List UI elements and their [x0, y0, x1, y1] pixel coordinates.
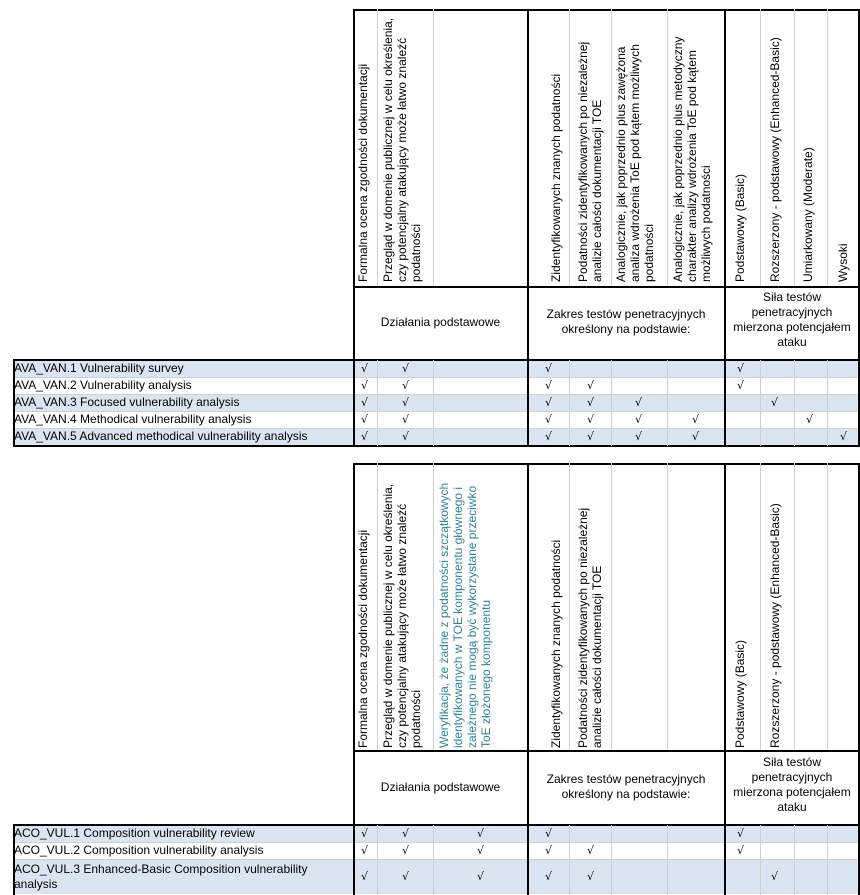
check-mark: √ — [361, 413, 369, 426]
check-mark: √ — [477, 844, 485, 857]
check-mark: √ — [545, 870, 553, 883]
check-mark: √ — [361, 844, 369, 857]
check-mark: √ — [545, 396, 553, 409]
check-mark: √ — [545, 827, 553, 840]
check-mark: √ — [545, 379, 553, 392]
t1-header-known-vuln: Zidentyfikowanych znanych podatności — [549, 73, 563, 282]
t2-group-attack-potential: Siła testów penetracyjnych mierzona potencjałem ataku — [733, 755, 851, 814]
t1-row-label: AVA_VAN.5 Advanced methodical vulnerability analysis — [14, 429, 308, 443]
t1-header-enhanced-basic: Rozszerzony - podstawowy (Enhanced-Basic) — [768, 37, 782, 282]
t2-header-enhanced-basic: Rozszerzony - podstawowy (Enhanced-Basic) — [768, 503, 782, 748]
t1-row-label: AVA_VAN.3 Focused vulnerability analysis — [14, 395, 240, 409]
check-mark: √ — [771, 396, 779, 409]
check-mark: √ — [402, 396, 410, 409]
check-mark: √ — [361, 362, 369, 375]
t2-header-independent: Podatności zidentyfikowanych po niezależnej analizie całości dokumentacji TOE — [576, 507, 604, 748]
check-mark: √ — [477, 827, 485, 840]
check-mark: √ — [635, 413, 643, 426]
check-mark: √ — [361, 396, 369, 409]
check-mark: √ — [587, 844, 595, 857]
t1-header-formal: Formalna ocena zgodności dokumentacji — [356, 63, 370, 282]
check-mark: √ — [361, 827, 369, 840]
check-mark: √ — [545, 413, 553, 426]
check-mark: √ — [587, 379, 595, 392]
check-mark: √ — [692, 413, 700, 426]
check-mark: √ — [587, 396, 595, 409]
check-mark: √ — [477, 870, 485, 883]
check-mark: √ — [692, 430, 700, 443]
t2-header-residual-verification: Weryfikacja, że żadne z podatności szczątkowych identyfikowanych w TOE komponentu głównego i zależnego nie mogą być wykorzystane przeciwko ToE złożonego komponentu — [437, 482, 493, 748]
t1-header-public-review: Przegląd w domenie publicznej w celu określenia, czy potencjalny atakujący może łatwo znaleźć podatności — [381, 17, 423, 282]
t2-group-basic-actions: Działania podstawowe — [380, 780, 501, 794]
check-mark: √ — [635, 396, 643, 409]
check-mark: √ — [806, 413, 814, 426]
t1-row-label: AVA_VAN.1 Vulnerability survey — [14, 361, 184, 375]
t1-header-high: Wysoki — [836, 243, 850, 282]
check-mark: √ — [587, 430, 595, 443]
check-mark: √ — [402, 844, 410, 857]
check-mark: √ — [402, 827, 410, 840]
t2-header-basic: Podstawowy (Basic) — [733, 639, 747, 748]
check-mark: √ — [361, 430, 369, 443]
t2-row-label: ACO_VUL.2 Composition vulnerability analysis — [14, 843, 264, 857]
check-mark: √ — [361, 870, 369, 883]
check-mark: √ — [737, 827, 745, 840]
t1-group-basic-actions: Działania podstawowe — [380, 315, 501, 329]
check-mark: √ — [402, 379, 410, 392]
check-mark: √ — [840, 430, 848, 443]
t1-group-pentest-scope: Zakres testów penetracyjnych określony na podstawie: — [546, 307, 706, 336]
t2-group-pentest-scope: Zakres testów penetracyjnych określony na podstawie: — [546, 772, 706, 801]
t1-header-focused: Analogicznie, jak poprzednio plus zawężona analiza wdrożenia ToE pod kątem możliwych podatności — [614, 44, 656, 282]
check-mark: √ — [545, 362, 553, 375]
check-mark: √ — [771, 870, 779, 883]
check-mark: √ — [402, 413, 410, 426]
check-mark: √ — [402, 430, 410, 443]
check-mark: √ — [737, 844, 745, 857]
check-mark: √ — [402, 870, 410, 883]
check-mark: √ — [587, 870, 595, 883]
check-mark: √ — [361, 379, 369, 392]
t1-header-basic: Podstawowy (Basic) — [733, 173, 747, 282]
t1-row-label: AVA_VAN.4 Methodical vulnerability analysis — [14, 412, 252, 426]
t1-header-independent: Podatności zidentyfikowanych po niezależnej analizie całości dokumentacji TOE — [576, 41, 604, 282]
t1-header-moderate: Umiarkowany (Moderate) — [801, 147, 815, 282]
t1-row-label: AVA_VAN.2 Vulnerability analysis — [14, 378, 192, 392]
check-mark: √ — [545, 430, 553, 443]
t2-row-label: ACO_VUL.3 Enhanced-Basic Composition vulnerability analysis — [14, 862, 308, 891]
check-mark: √ — [545, 844, 553, 857]
t2-header-public-review: Przegląd w domenie publicznej w celu określenia, czy potencjalny atakujący może łatwo znaleźć podatności — [381, 483, 423, 748]
check-mark: √ — [587, 413, 595, 426]
check-mark: √ — [737, 379, 745, 392]
t2-header-formal: Formalna ocena zgodności dokumentacji — [356, 529, 370, 748]
t1-group-attack-potential: Siła testów penetracyjnych mierzona potencjałem ataku — [733, 290, 851, 349]
t2-header-known-vuln: Zidentyfikowanych znanych podatności — [549, 539, 563, 748]
check-mark: √ — [737, 362, 745, 375]
check-mark: √ — [402, 362, 410, 375]
t2-row-label: ACO_VUL.1 Composition vulnerability review — [14, 826, 255, 840]
check-mark: √ — [635, 430, 643, 443]
t1-header-methodical: Analogicznie, jak poprzednio plus metodyczny charakter analizy wdrożenia ToE pod kątem możliwych podatności — [671, 36, 713, 282]
